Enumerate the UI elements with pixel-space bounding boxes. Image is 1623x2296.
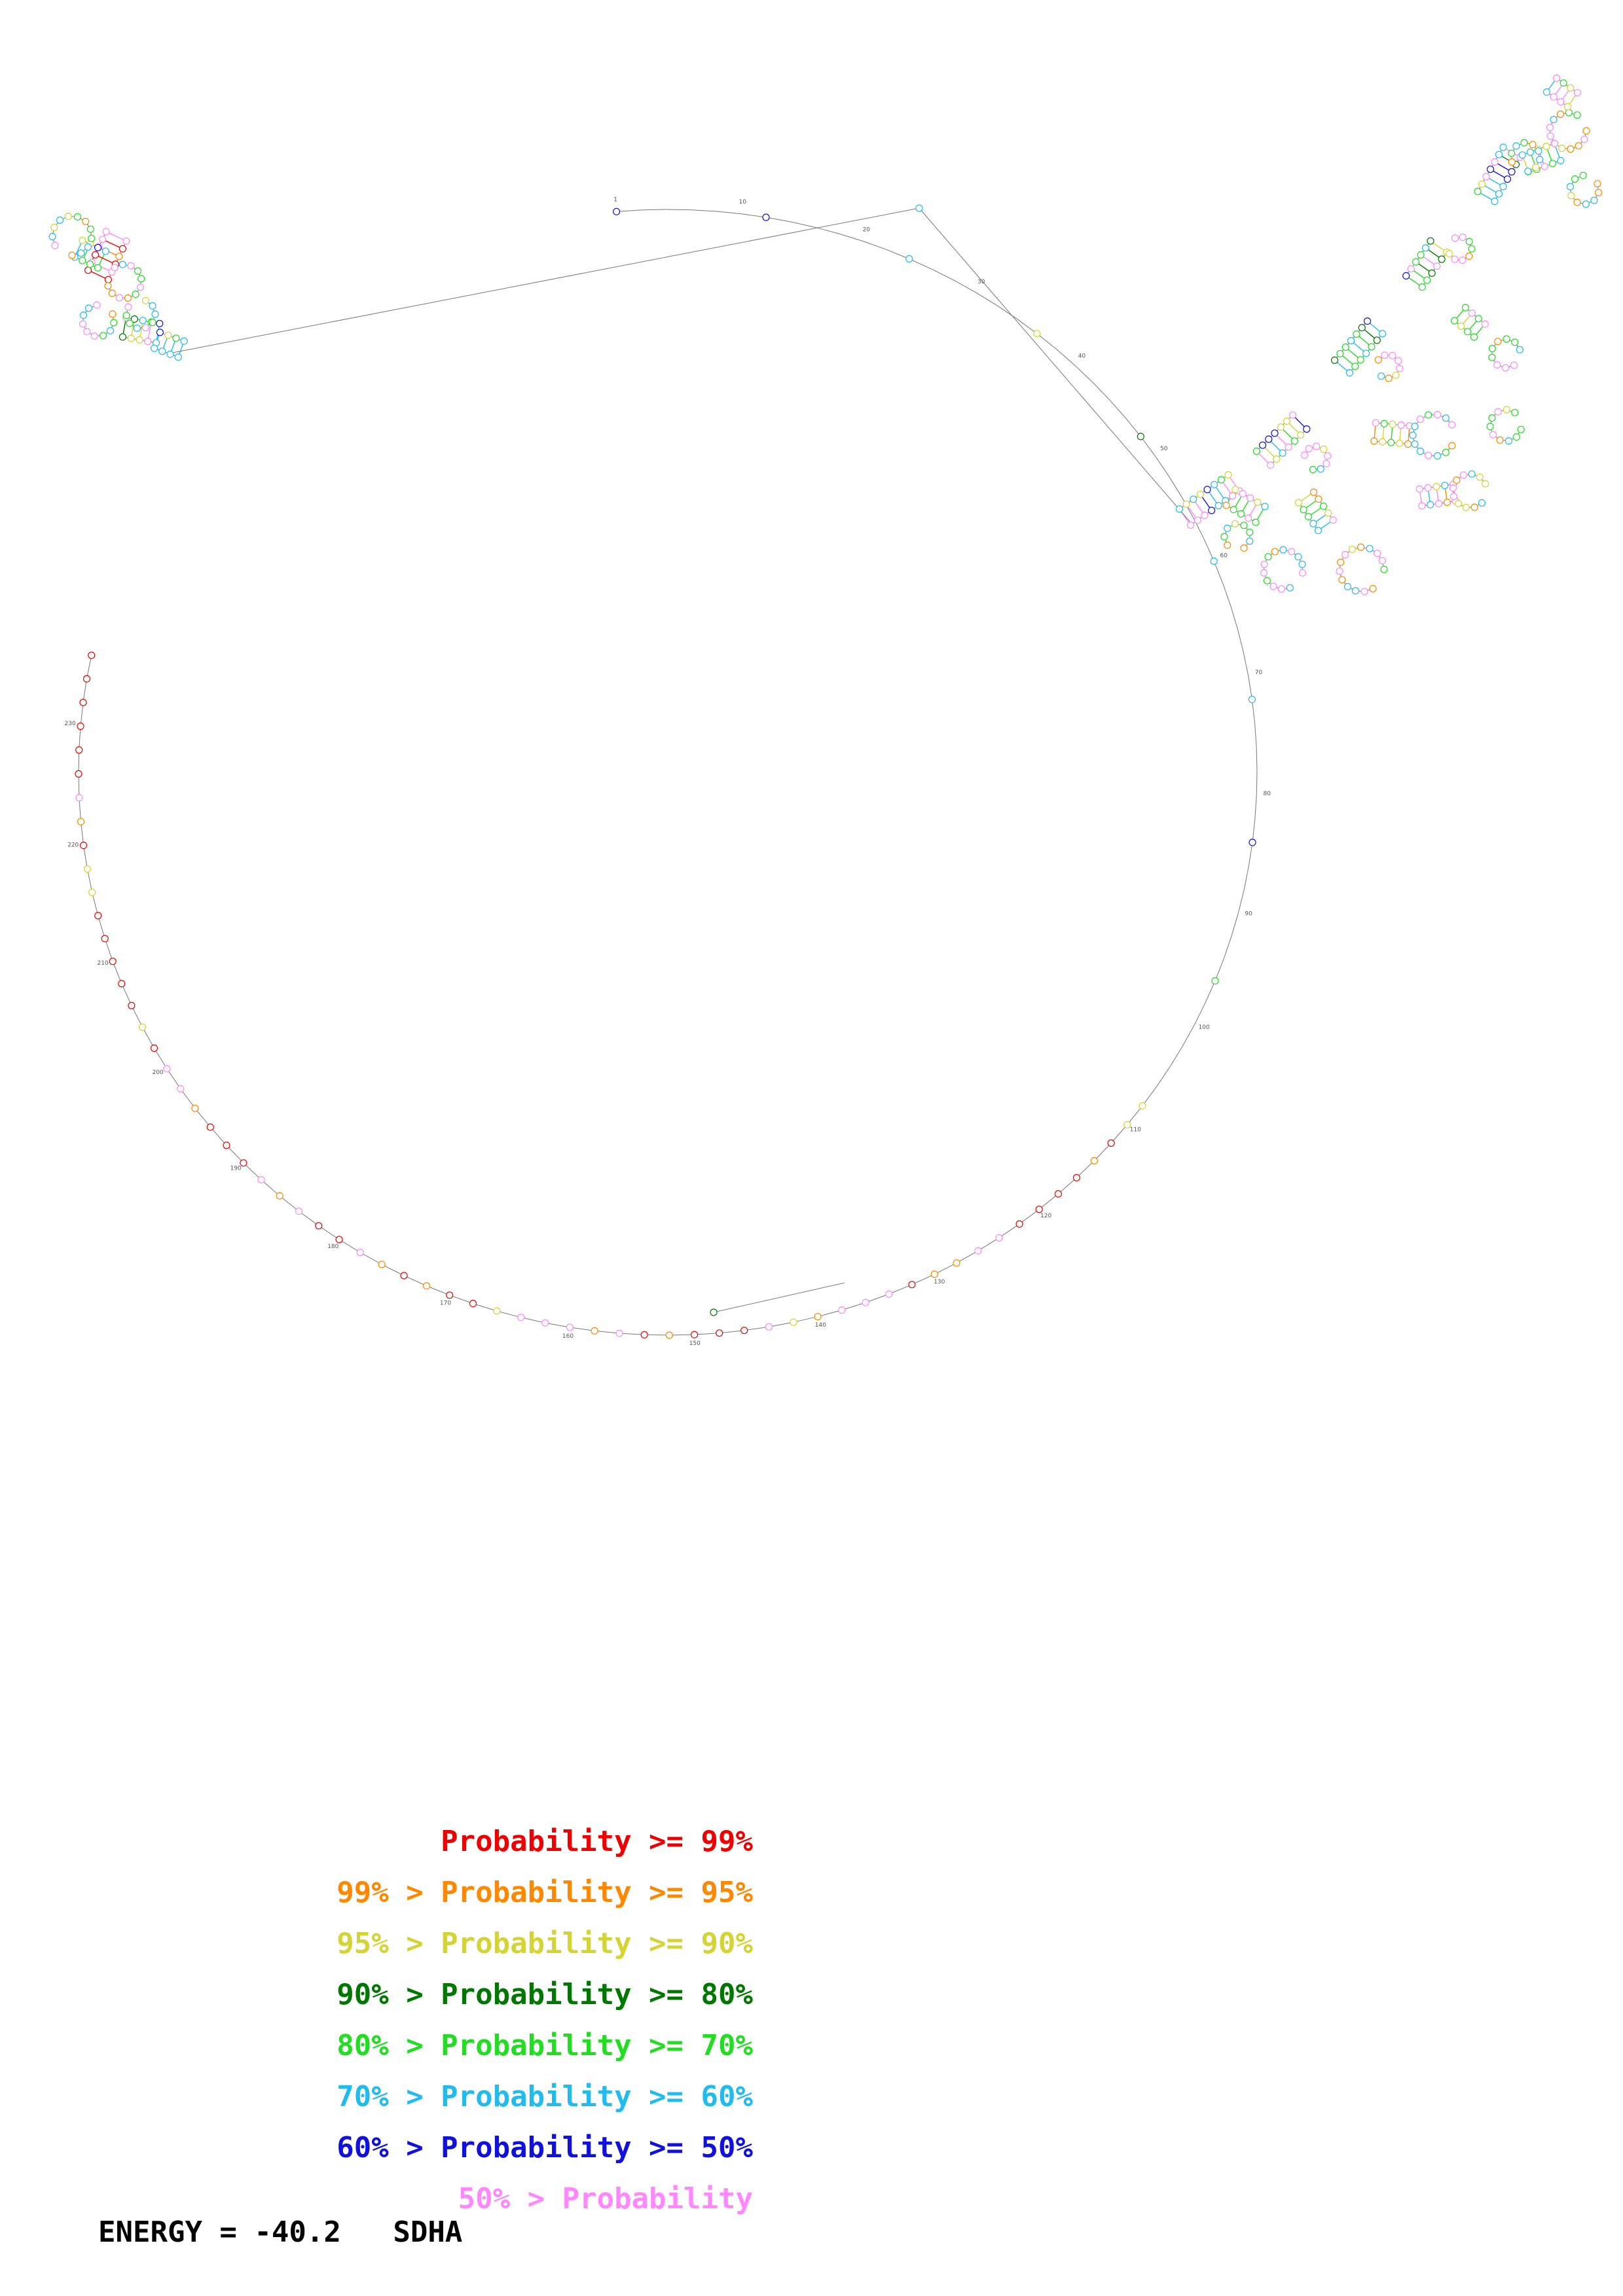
probability-legend <box>98 1816 753 2225</box>
svg-text:140: 140 <box>814 1322 826 1329</box>
svg-text:230: 230 <box>64 721 76 728</box>
svg-text:1: 1 <box>613 196 617 204</box>
svg-text:200: 200 <box>152 1069 164 1077</box>
plot-group <box>49 75 1602 1347</box>
svg-text:210: 210 <box>97 960 109 967</box>
legend-row-3: 90% > Probability >= 80% <box>337 1978 753 2011</box>
legend-row-7: 50% > Probability <box>458 2182 753 2215</box>
svg-text:110: 110 <box>1129 1126 1141 1134</box>
svg-text:170: 170 <box>439 1300 452 1307</box>
svg-text:20: 20 <box>862 226 871 234</box>
svg-text:80: 80 <box>1263 790 1271 797</box>
svg-text:70: 70 <box>1254 669 1263 676</box>
svg-text:150: 150 <box>689 1340 701 1348</box>
svg-text:120: 120 <box>1040 1212 1052 1219</box>
legend-row-5: 70% > Probability >= 60% <box>337 2080 753 2113</box>
svg-text:40: 40 <box>1078 353 1086 360</box>
svg-text:190: 190 <box>230 1165 242 1172</box>
legend-row-1: 99% > Probability >= 95% <box>337 1876 753 1909</box>
energy-label: ENERGY = -40.2 SDHA <box>98 2215 463 2249</box>
svg-text:30: 30 <box>977 279 985 286</box>
svg-text:100: 100 <box>1198 1024 1210 1031</box>
svg-text:50: 50 <box>1160 446 1168 452</box>
svg-text:10: 10 <box>739 198 747 206</box>
svg-text:130: 130 <box>934 1279 945 1285</box>
svg-text:220: 220 <box>67 842 79 849</box>
svg-text:180: 180 <box>327 1243 339 1250</box>
svg-text:60: 60 <box>1220 552 1228 560</box>
svg-text:160: 160 <box>562 1333 574 1340</box>
legend-row-2: 95% > Probability >= 90% <box>337 1927 753 1960</box>
legend-row-4: 80% > Probability >= 70% <box>337 2029 753 2062</box>
svg-text:90: 90 <box>1245 910 1252 918</box>
legend-row-6: 60% > Probability >= 50% <box>337 2131 753 2164</box>
legend-row-0: Probability >= 99% <box>441 1825 753 1858</box>
